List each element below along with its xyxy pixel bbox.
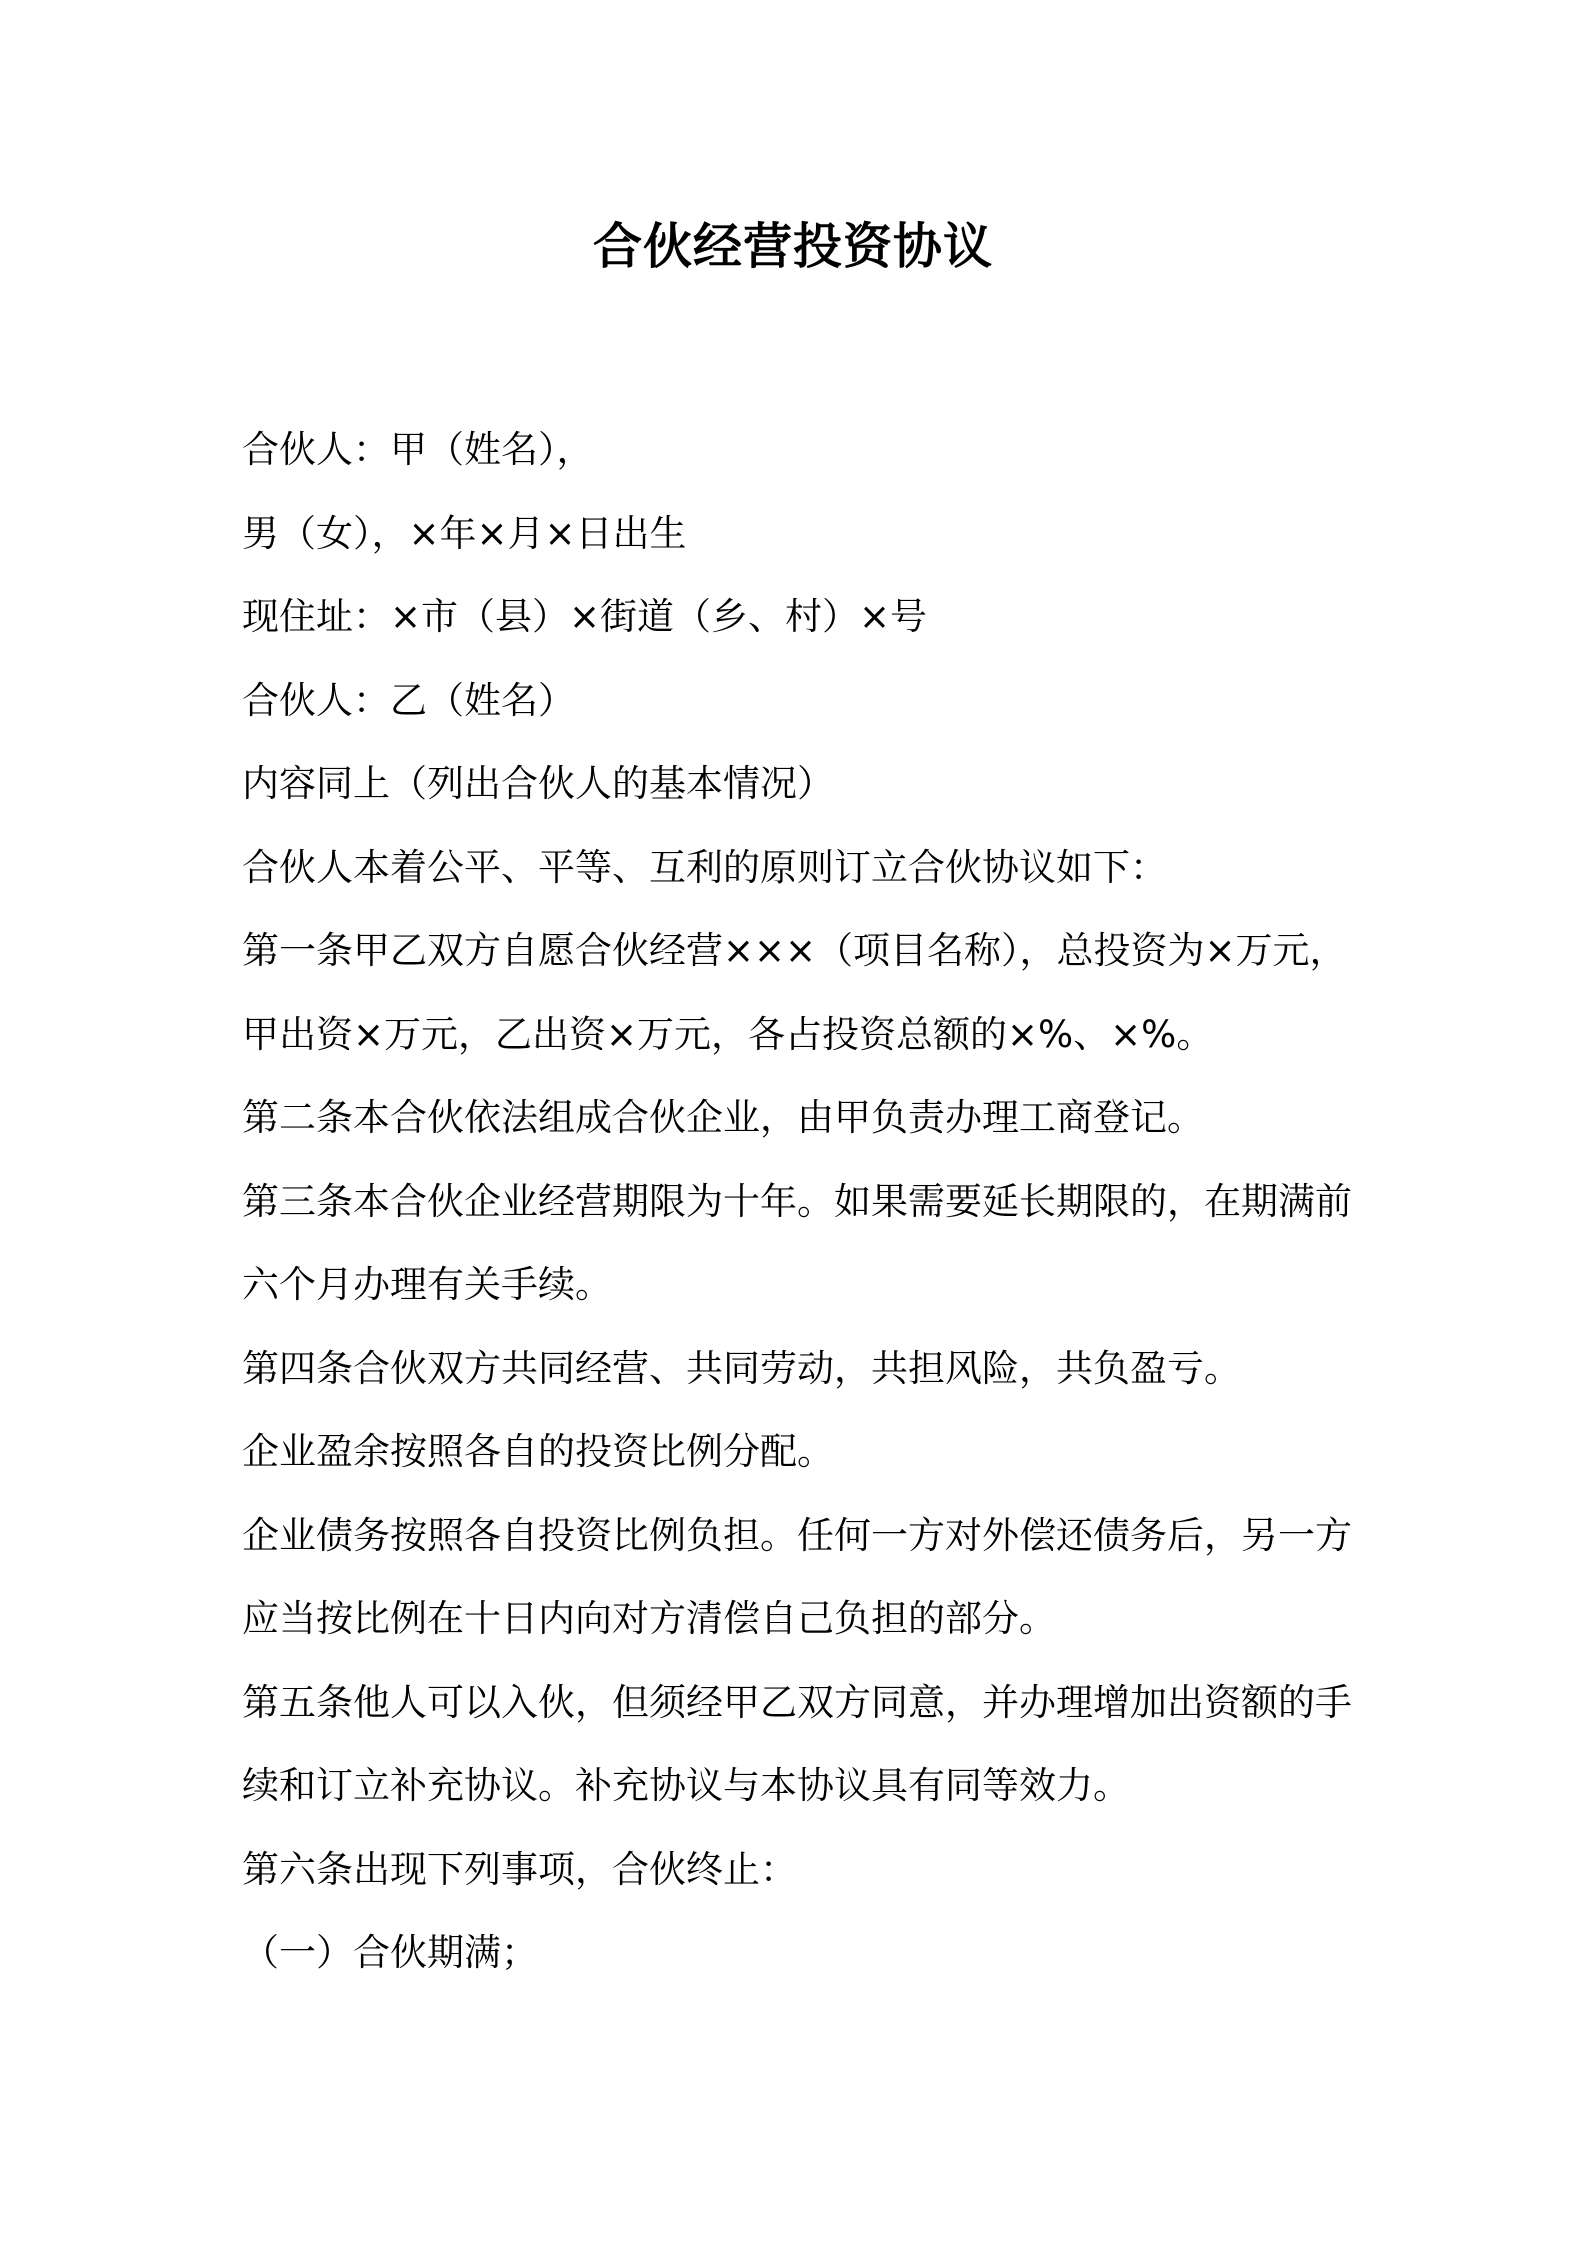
party-b-details-line: 内容同上（列出合伙人的基本情况）	[242, 762, 834, 805]
document-title: 合伙经营投资协议	[592, 218, 993, 275]
party-a-address-line: 现住址：×市（县）×街道（乡、村）×号	[242, 595, 928, 638]
article-5-line-1: 第五条他人可以入伙，但须经甲乙双方同意，并办理增加出资额的手	[242, 1680, 1352, 1724]
article-6-line: 第六条出现下列事项，合伙终止：	[242, 1847, 797, 1891]
article-1-line-1: 第一条甲乙双方自愿合伙经营×××（项目名称），总投资为×万元，	[242, 929, 1347, 972]
party-b-line: 合伙人：乙（姓名）	[242, 678, 575, 722]
article-3-line-1: 第三条本合伙企业经营期限为十年。如果需要延长期限的，在期满前	[242, 1179, 1352, 1223]
article-1-line-2: 甲出资×万元，乙出资×万元，各占投资总额的×%、×%。	[242, 1012, 1214, 1056]
article-4-line-1: 第四条合伙双方共同经营、共同劳动，共担风险，共负盈亏。	[242, 1346, 1241, 1390]
article-2-line: 第二条本合伙依法组成合伙企业，由甲负责办理工商登记。	[242, 1096, 1204, 1139]
article-4-line-4: 应当按比例在十日内向对方清偿自己负担的部分。	[242, 1597, 1056, 1640]
party-a-line: 合伙人：甲（姓名），	[242, 428, 594, 471]
article-3-line-2: 六个月办理有关手续。	[242, 1263, 612, 1306]
article-4-line-2: 企业盈余按照各自的投资比例分配。	[242, 1430, 834, 1473]
article-6-item-1: （一）合伙期满；	[242, 1931, 538, 1974]
article-4-line-3: 企业债务按照各自投资比例负担。任何一方对外偿还债务后，另一方	[242, 1513, 1352, 1557]
document-body	[242, 408, 1382, 1995]
article-5-line-2: 续和订立补充协议。补充协议与本协议具有同等效力。	[242, 1764, 1130, 1807]
party-a-gender-birth-line: 男（女），×年×月×日出生	[242, 511, 687, 555]
agreement-intro-line: 合伙人本着公平、平等、互利的原则订立合伙协议如下：	[242, 845, 1167, 889]
